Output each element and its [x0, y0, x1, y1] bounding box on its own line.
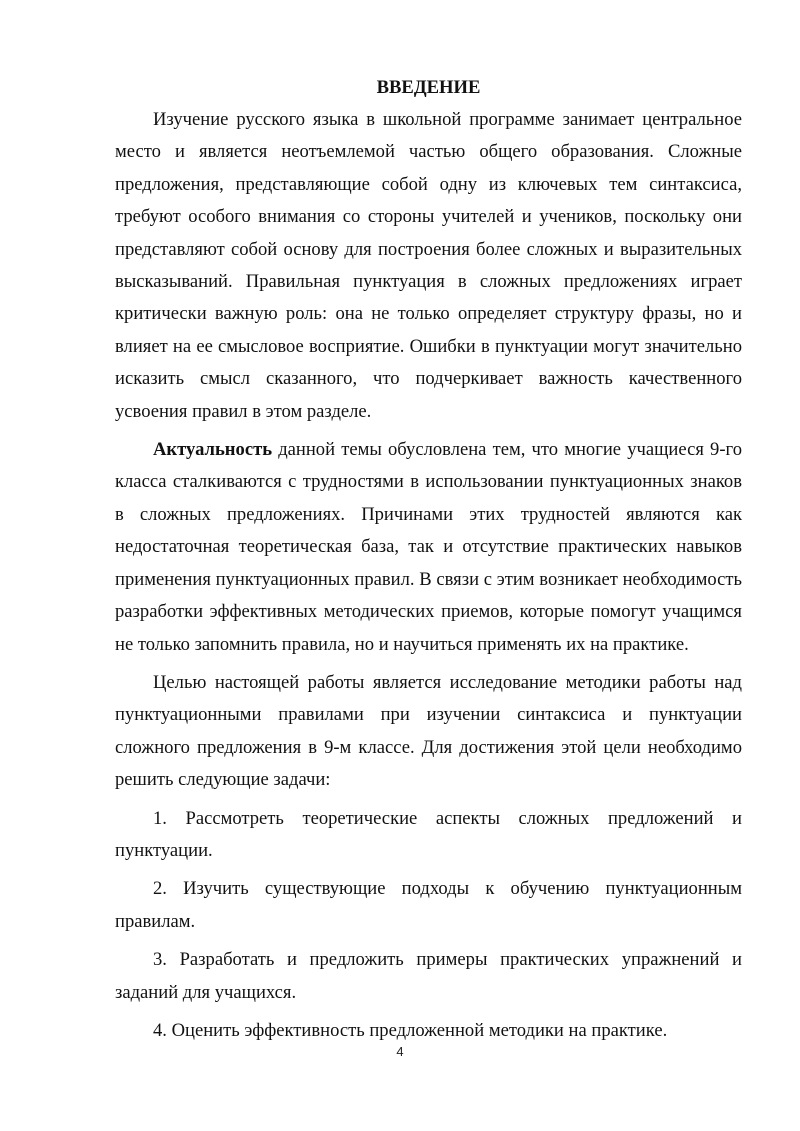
section-title: ВВЕДЕНИЕ	[376, 77, 481, 98]
relevance-paragraph	[115, 434, 742, 661]
goal-paragraph: Целью настоящей работы является исследование методики работы над пунктуационными правилами при изучении синтаксиса и пунктуации сложного предложения в 9-м классе. Для достижения этой цели необходимо решить следующие задачи:	[115, 671, 742, 791]
task-item-1: 1. Рассмотреть теоретические аспекты сложных предложений и пунктуации.	[115, 807, 742, 861]
relevance-text: данной темы обусловлена тем, что многие учащиеся 9-го класса сталкиваются с трудностями в использовании пунктуационных знаков в сложных предложениях. Причинами этих трудностей являются как недостаточная теоретическая база, так и отсутствие практических навыков применения пунктуационных правил. В связи с этим возникает необходимость разработки эффективных методических приемов, которые помогут учащимся не только запомнить правила, но и научиться применять их на практике.	[115, 439, 742, 655]
page-number: 4	[396, 1044, 404, 1059]
task-item-2: 2. Изучить существующие подходы к обучению пунктуационным правилам.	[115, 878, 742, 932]
relevance-term: Актуальность	[153, 439, 273, 461]
task-item-4: 4. Оценить эффективность предложенной методики на практике.	[153, 1019, 668, 1041]
intro-paragraph: Изучение русского языка в школьной программе занимает центральное место и является неотъемлемой частью общего образования. Сложные предложения, представляющие собой одну из ключевых тем синтаксиса, требуют особого внимания со стороны учителей и учеников, поскольку они представляют собой основу для построения более сложных и выразительных высказываний. Правильная пунктуация в сложных предложениях играет критически важную роль: она не только определяет структуру фразы, но и влияет на ее смысловое восприятие. Ошибки в пунктуации могут значительно исказить смысл сказанного, что подчеркивает важность качественного усвоения правил в этом разделе.	[115, 109, 742, 422]
page-body	[115, 72, 742, 1047]
task-item-3: 3. Разработать и предложить примеры практических упражнений и заданий для учащихся.	[115, 949, 742, 1003]
